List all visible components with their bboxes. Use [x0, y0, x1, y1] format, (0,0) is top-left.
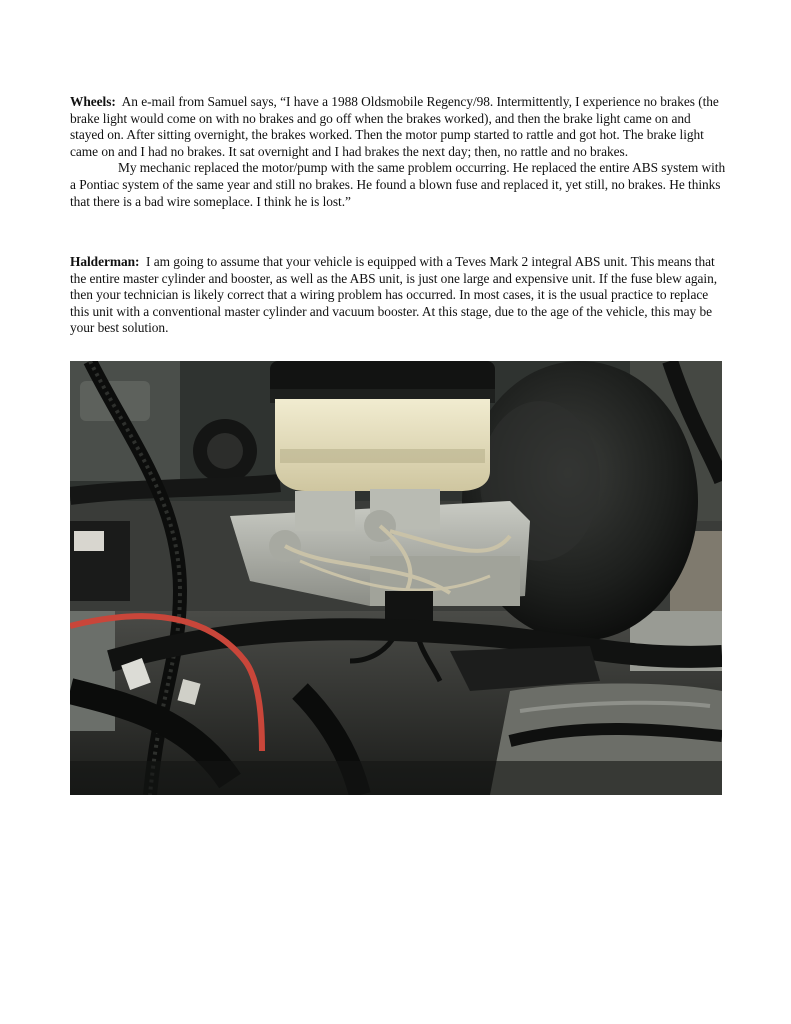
halderman-lead-label: Halderman:	[70, 254, 140, 269]
wheels-paragraph-1-text: An e-mail from Samuel says, “I have a 1988 Oldsmobile Regency/98. Intermittently, I experience no brakes (the brake light would come on with no brakes and go off when the brakes worked), and then the brake light came on and stayed on. After sitting overnight, the brakes worked. Then the motor pump started to rattle and got hot. The brake light came on and I had no brakes. It sat overnight and I had brakes the next day; then, no rattle and no brakes.	[70, 94, 719, 159]
engine-bay-illustration	[70, 361, 722, 795]
wheels-paragraph-2: My mechanic replaced the motor/pump with the same problem occurring. He replaced the entire ABS system with a Pontiac system of the same year and still no brakes. He found a blown fuse and replaced it, yet still, no brakes. He thinks that there is a bad wire someplace. I think he is lost.”	[70, 160, 726, 209]
wheels-paragraph-1	[70, 94, 726, 160]
wheels-question-block	[70, 94, 726, 210]
engine-bay-photo	[70, 361, 722, 795]
halderman-answer-block	[70, 254, 726, 337]
halderman-paragraph	[70, 254, 726, 337]
wheels-lead-label: Wheels:	[70, 94, 116, 109]
halderman-paragraph-text: I am going to assume that your vehicle is equipped with a Teves Mark 2 integral ABS unit. This means that the entire master cylinder and booster, as well as the ABS unit, is just one large and expensive unit. If the fuse blew again, then your technician is likely correct that a wiring problem has occurred. In most cases, it is the usual practice to replace this unit with a conventional master cylinder and vacuum booster. At this stage, due to the age of the vehicle, this may be your best solution.	[70, 254, 718, 336]
